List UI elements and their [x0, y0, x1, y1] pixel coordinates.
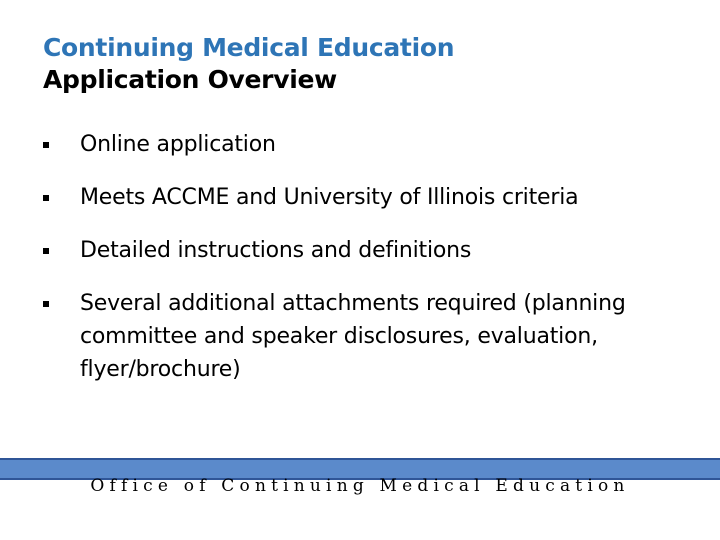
square-bullet-icon	[43, 248, 49, 254]
footer-text: Office of Continuing Medical Education	[90, 476, 630, 496]
bullet-item	[43, 287, 683, 386]
bullet-item	[43, 128, 683, 161]
bullet-text: Several additional attachments required (planning committee and speaker disclosures, evaluation, flyer/brochure)	[80, 291, 626, 382]
square-bullet-icon	[43, 195, 49, 201]
slide-title-line2: Application Overview	[43, 65, 337, 94]
bullet-item	[43, 181, 683, 214]
slide-title	[43, 32, 683, 96]
bullet-list	[43, 128, 683, 386]
bullet-item	[43, 234, 683, 267]
square-bullet-icon	[43, 142, 49, 148]
bullet-text: Online application	[80, 132, 276, 157]
slide-title-line1: Continuing Medical Education	[43, 33, 455, 62]
square-bullet-icon	[43, 301, 49, 307]
bullet-text: Meets ACCME and University of Illinois criteria	[80, 185, 579, 210]
bullet-text: Detailed instructions and definitions	[80, 238, 472, 263]
